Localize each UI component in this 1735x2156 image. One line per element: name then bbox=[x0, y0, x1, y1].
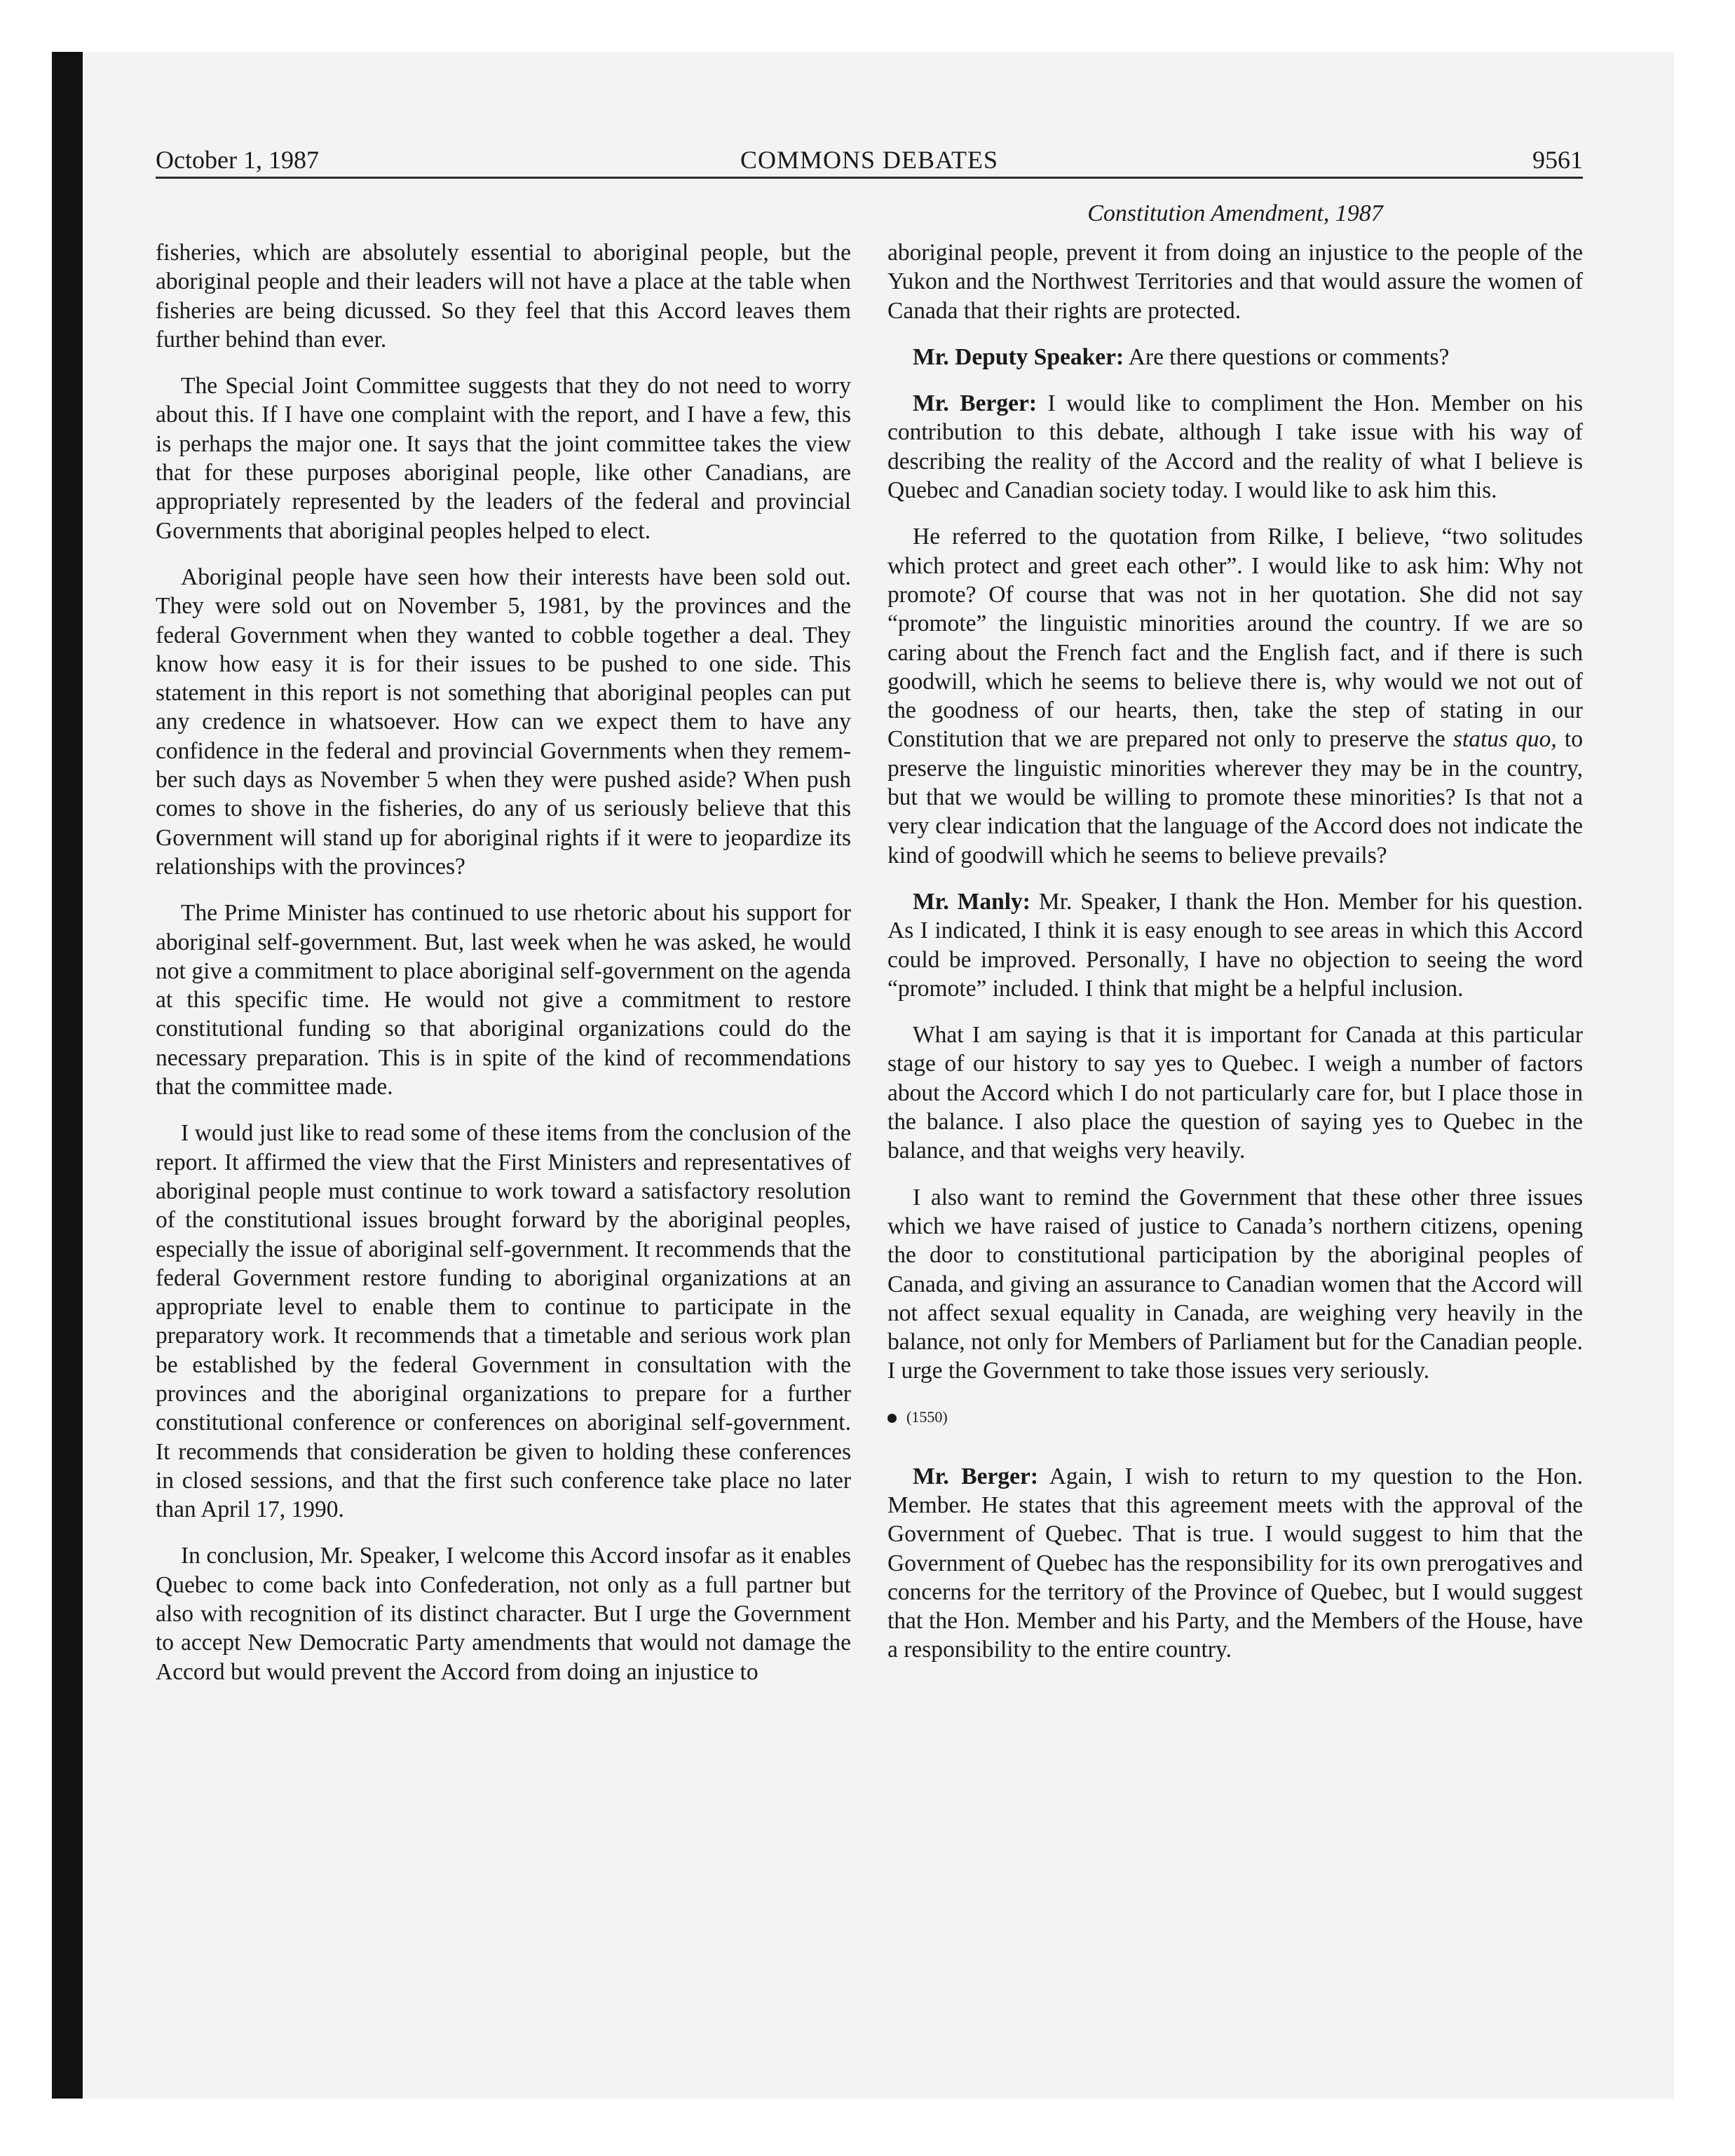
speech-paragraph bbox=[887, 887, 1583, 1003]
right-column bbox=[887, 238, 1583, 1682]
speech-text: Again, I wish to return to my question to the Hon. Member. He states that this agreement meets with the approval of the Government of Quebec. That is true. I would suggest to him that the Government of Quebec has the responsibility for its own prerogatives and concerns for the territory of the Province of Quebec, but I would suggest that the Hon. Member and his Party, and the Members of the House, have a responsibility to the entire country. bbox=[887, 1463, 1584, 1663]
speech-text: I would like to compliment the Hon. Member on his contribution to this debate, although I take issue with his way of describing the reality of the Accord and the reality of what I believe is Quebec and Canadian society today. I would like to ask him this. bbox=[887, 390, 1583, 504]
paragraph: What I am saying is that it is important for Canada at this particular stage of our history to say yes to Quebec. I weigh a number of factors about the Accord which I do not particularly care for, but I place those in the balance. I also place the question of saying yes to Quebec in the balance, and that weighs very heavily. bbox=[887, 1022, 1583, 1164]
paragraph: Aboriginal people have seen how their interests have been sold out. They were sold out on November 5, 1981, by the provinces and the federal Government when they wanted to cobble together a deal. They know how easy it is for their issues to be pushed to one side. This statement in this report is not something that aboriginal peoples can put any credence in whatsoever. How can we expect them to have any confidence in the federal and provincial Governments when they remember such days as November 5 when they were pushed aside? When push comes to shove in the fisheries, do any of us seriously believe that this Government will stand up for aboriginal rights if it were to jeopardize its relationships with the provinces? bbox=[156, 564, 851, 880]
speaker-name: Mr. Berger: bbox=[913, 390, 1037, 417]
paragraph: aboriginal people, prevent it from doing an injustice to the people of the Yukon and the Northwest Territories and that would assure the women of Canada that their rights are protected. bbox=[887, 240, 1583, 324]
paragraph: fisheries, which are absolutely essential to aboriginal people, but the aboriginal people and their leaders will not have a place at the table when fisheries are being dicussed. So they feel that this Accord leaves them further behind than ever. bbox=[156, 240, 851, 353]
speech-paragraph bbox=[887, 1462, 1583, 1665]
speech-paragraph bbox=[887, 343, 1583, 371]
bullet-icon bbox=[887, 1414, 897, 1423]
subject-heading: Constitution Amendment, 1987 bbox=[1087, 200, 1383, 226]
paragraph: I would just like to read some of these items from the conclusion of the report. It affirmed the view that the First Ministers and representatives of aboriginal people must continue to work toward a satisfactory resolution of the constitutional issues brought forward by the aboriginal peoples, especially the issue of aboriginal self-government. It recommends that the federal Government restore funding to aboriginal organizations at an appropriate level to enable them to continue to participate in the preparatory work. It recommends that a timetable and serious work plan be established by the federal Government in consultation with the provinces and the aboriginal organizations to prepare for a further constitutional conference or conferences on aboriginal self-government. It recommends that consideration be given to holding these conferences in closed sessions, and that the first such conference take place no later than April 17, 1990. bbox=[156, 1120, 851, 1523]
page-number: 9561 bbox=[1532, 146, 1583, 174]
speaker-name: Mr. Deputy Speaker: bbox=[913, 343, 1124, 370]
running-header bbox=[156, 140, 1583, 179]
speech-paragraph bbox=[887, 389, 1583, 505]
header-publication: COMMONS DEBATES bbox=[740, 146, 999, 174]
speech-text: Are there questions or comments? bbox=[1128, 343, 1450, 370]
header-rule bbox=[156, 177, 1583, 179]
paragraph: The Special Joint Committee suggests that they do not need to worry about this. If I have one complaint with the report, and I have a few, this is perhaps the major one. It says that the joint committee takes the view that for these purposes aboriginal people, like other Canadians, are appropriately represented by the leaders of the federal and provincial Governments that aboriginal peoples helped to elect. bbox=[156, 373, 851, 544]
time-marker-text: (1550) bbox=[906, 1407, 948, 1426]
speaker-name: Mr. Berger: bbox=[913, 1463, 1039, 1489]
speech-text: to preserve the linguistic minorities wherever they may be in the country, but that we would be willing to promote these minorities? Is that not a very clear indication that the language of the Accord does not indicate the kind of goodwill which he seems to believe prevails? bbox=[887, 726, 1583, 868]
paragraph bbox=[887, 522, 1583, 870]
paragraph: In conclusion, Mr. Speaker, I welcome this Accord insofar as it enables Quebec to come back into Confederation, not only as a full partner but also with recognition of its distinct character. But I urge the Government to accept New Democratic Party amendments that would not damage the Accord but would prevent the Accord from doing an injustice to bbox=[156, 1543, 851, 1685]
header-date: October 1, 1987 bbox=[156, 146, 319, 174]
paragraph: The Prime Minister has continued to use rhetoric about his support for aboriginal self-government. But, last week when he was asked, he would not give a commitment to place aboriginal self-government on the agenda at this specific time. He would not give a commitment to restore constitutional funding so that aboriginal organizations could do the necessary preparation. This is in spite of the kind of recommendations that the committee made. bbox=[156, 900, 851, 1100]
scan-edge-bar bbox=[52, 52, 83, 2099]
left-column bbox=[156, 238, 851, 1704]
speech-text: He referred to the quotation from Rilke, I believe, “two solitudes which protect and greet each other”. I would like to ask him: Why not promote? Of course that was not in her quotation. She did not say “promote” the linguistic minorities around the country. If we are so caring about the French fact and the English fact, and if there is such goodwill, which he seems to believe there is, why would we not out of the goodness of our hearts, then, take the step of stating in our Constitution that we are prepared not only to preserve the bbox=[887, 524, 1583, 753]
italic-phrase: status quo, bbox=[1452, 726, 1557, 753]
paragraph: I also want to remind the Government that these other three issues which we have raised of justice to Canada’s northern citizens, opening the door to constitutional participation by the aboriginal peoples of Canada, and giving an assurance to Canadian women that the Accord will not affect sexual equality in Canada, are weighing very heavily in the balance, not only for Members of Parliament but for the Canadian people. I urge the Government to take those issues very seriously. bbox=[887, 1184, 1583, 1384]
speaker-name: Mr. Manly: bbox=[913, 888, 1030, 915]
speech-text: Mr. Speaker, I thank the Hon. Member for his question. As I indicated, I think it is easy enough to see areas in which this Accord could be improved. Personally, I have no objection to seeing the word “promote” included. I think that might be a helpful inclusion. bbox=[887, 888, 1583, 1002]
time-marker bbox=[887, 1403, 1583, 1431]
